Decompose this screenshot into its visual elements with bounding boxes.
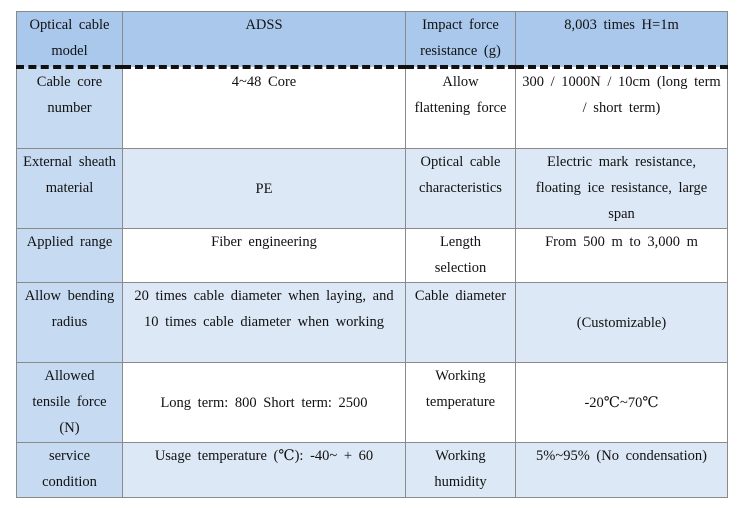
row-value-right: Electric mark resistance, floating ice resistance, large span	[516, 149, 728, 229]
row-label-right: Cable diameter	[406, 283, 516, 363]
table-row	[17, 67, 728, 149]
row-label-left: Allowed tensile force (N)	[17, 363, 123, 443]
row-label-left: Applied range	[17, 229, 123, 283]
row-value-left: 20 times cable diameter when laying, and 10 times cable diameter when working	[123, 283, 406, 363]
table-row	[17, 149, 728, 229]
row-label-right: Allow flattening force	[406, 67, 516, 149]
row-value-left: Usage temperature (℃): -40~ + 60	[123, 443, 406, 498]
row-label-right: Working temperature	[406, 363, 516, 443]
row-value-right: 5%~95% (No condensation)	[516, 443, 728, 498]
row-value-left: Long term: 800 Short term: 2500	[123, 363, 406, 443]
row-value-right: 300 / 1000N / 10cm (long term / short term)	[516, 67, 728, 149]
row-label-left: Allow bending radius	[17, 283, 123, 363]
table-row	[17, 363, 728, 443]
spec-table	[16, 11, 728, 498]
row-label-right: Optical cable characteristics	[406, 149, 516, 229]
row-label-left: Cable core number	[17, 67, 123, 149]
row-label-left: service condition	[17, 443, 123, 498]
row-value-left: Fiber engineering	[123, 229, 406, 283]
model-value: ADSS	[123, 12, 406, 67]
model-label: Optical cable model	[17, 12, 123, 67]
row-value-left: 4~48 Core	[123, 67, 406, 149]
row-value-right: (Customizable)	[516, 283, 728, 363]
impact-value: 8,003 times H=1m	[516, 12, 728, 67]
row-value-right: -20℃~70℃	[516, 363, 728, 443]
row-label-right: Length selection	[406, 229, 516, 283]
table-row	[17, 283, 728, 363]
impact-label: Impact force resistance (g)	[406, 12, 516, 67]
table-row	[17, 229, 728, 283]
row-label-right: Working humidity	[406, 443, 516, 498]
table-header-row	[17, 12, 728, 67]
row-value-left: PE	[123, 149, 406, 229]
table-row	[17, 443, 728, 498]
row-label-left: External sheath material	[17, 149, 123, 229]
row-value-right: From 500 m to 3,000 m	[516, 229, 728, 283]
